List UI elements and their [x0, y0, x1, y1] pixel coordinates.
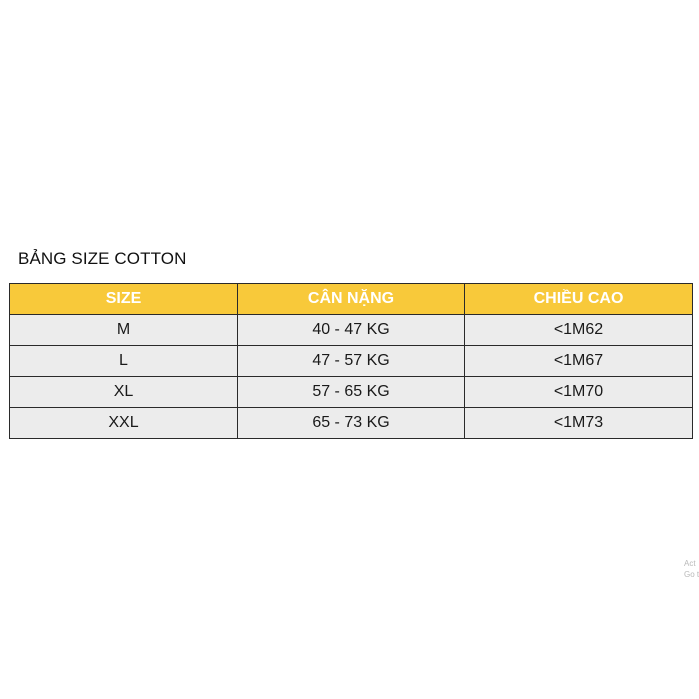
table-header-row	[10, 284, 693, 315]
cell-size: XL	[10, 377, 238, 408]
table-row	[10, 408, 693, 439]
cell-size: M	[10, 315, 238, 346]
table-title: BẢNG SIZE COTTON	[18, 249, 187, 268]
table-row	[10, 346, 693, 377]
size-chart-table	[9, 283, 693, 439]
cell-weight: 65 - 73 KG	[238, 408, 465, 439]
cell-height: <1M73	[465, 408, 693, 439]
header-size: SIZE	[10, 284, 238, 315]
cell-weight: 47 - 57 KG	[238, 346, 465, 377]
cell-size: XXL	[10, 408, 238, 439]
cell-weight: 40 - 47 KG	[238, 315, 465, 346]
table-row	[10, 377, 693, 408]
cell-size: L	[10, 346, 238, 377]
cell-weight: 57 - 65 KG	[238, 377, 465, 408]
watermark-line-1: Act	[684, 559, 696, 568]
header-height: CHIỀU CAO	[465, 284, 693, 315]
table-row	[10, 315, 693, 346]
activation-watermark	[684, 558, 699, 580]
watermark-line-2: Go t	[684, 570, 699, 579]
cell-height: <1M67	[465, 346, 693, 377]
cell-height: <1M62	[465, 315, 693, 346]
cell-height: <1M70	[465, 377, 693, 408]
header-weight: CÂN NẶNG	[238, 284, 465, 315]
